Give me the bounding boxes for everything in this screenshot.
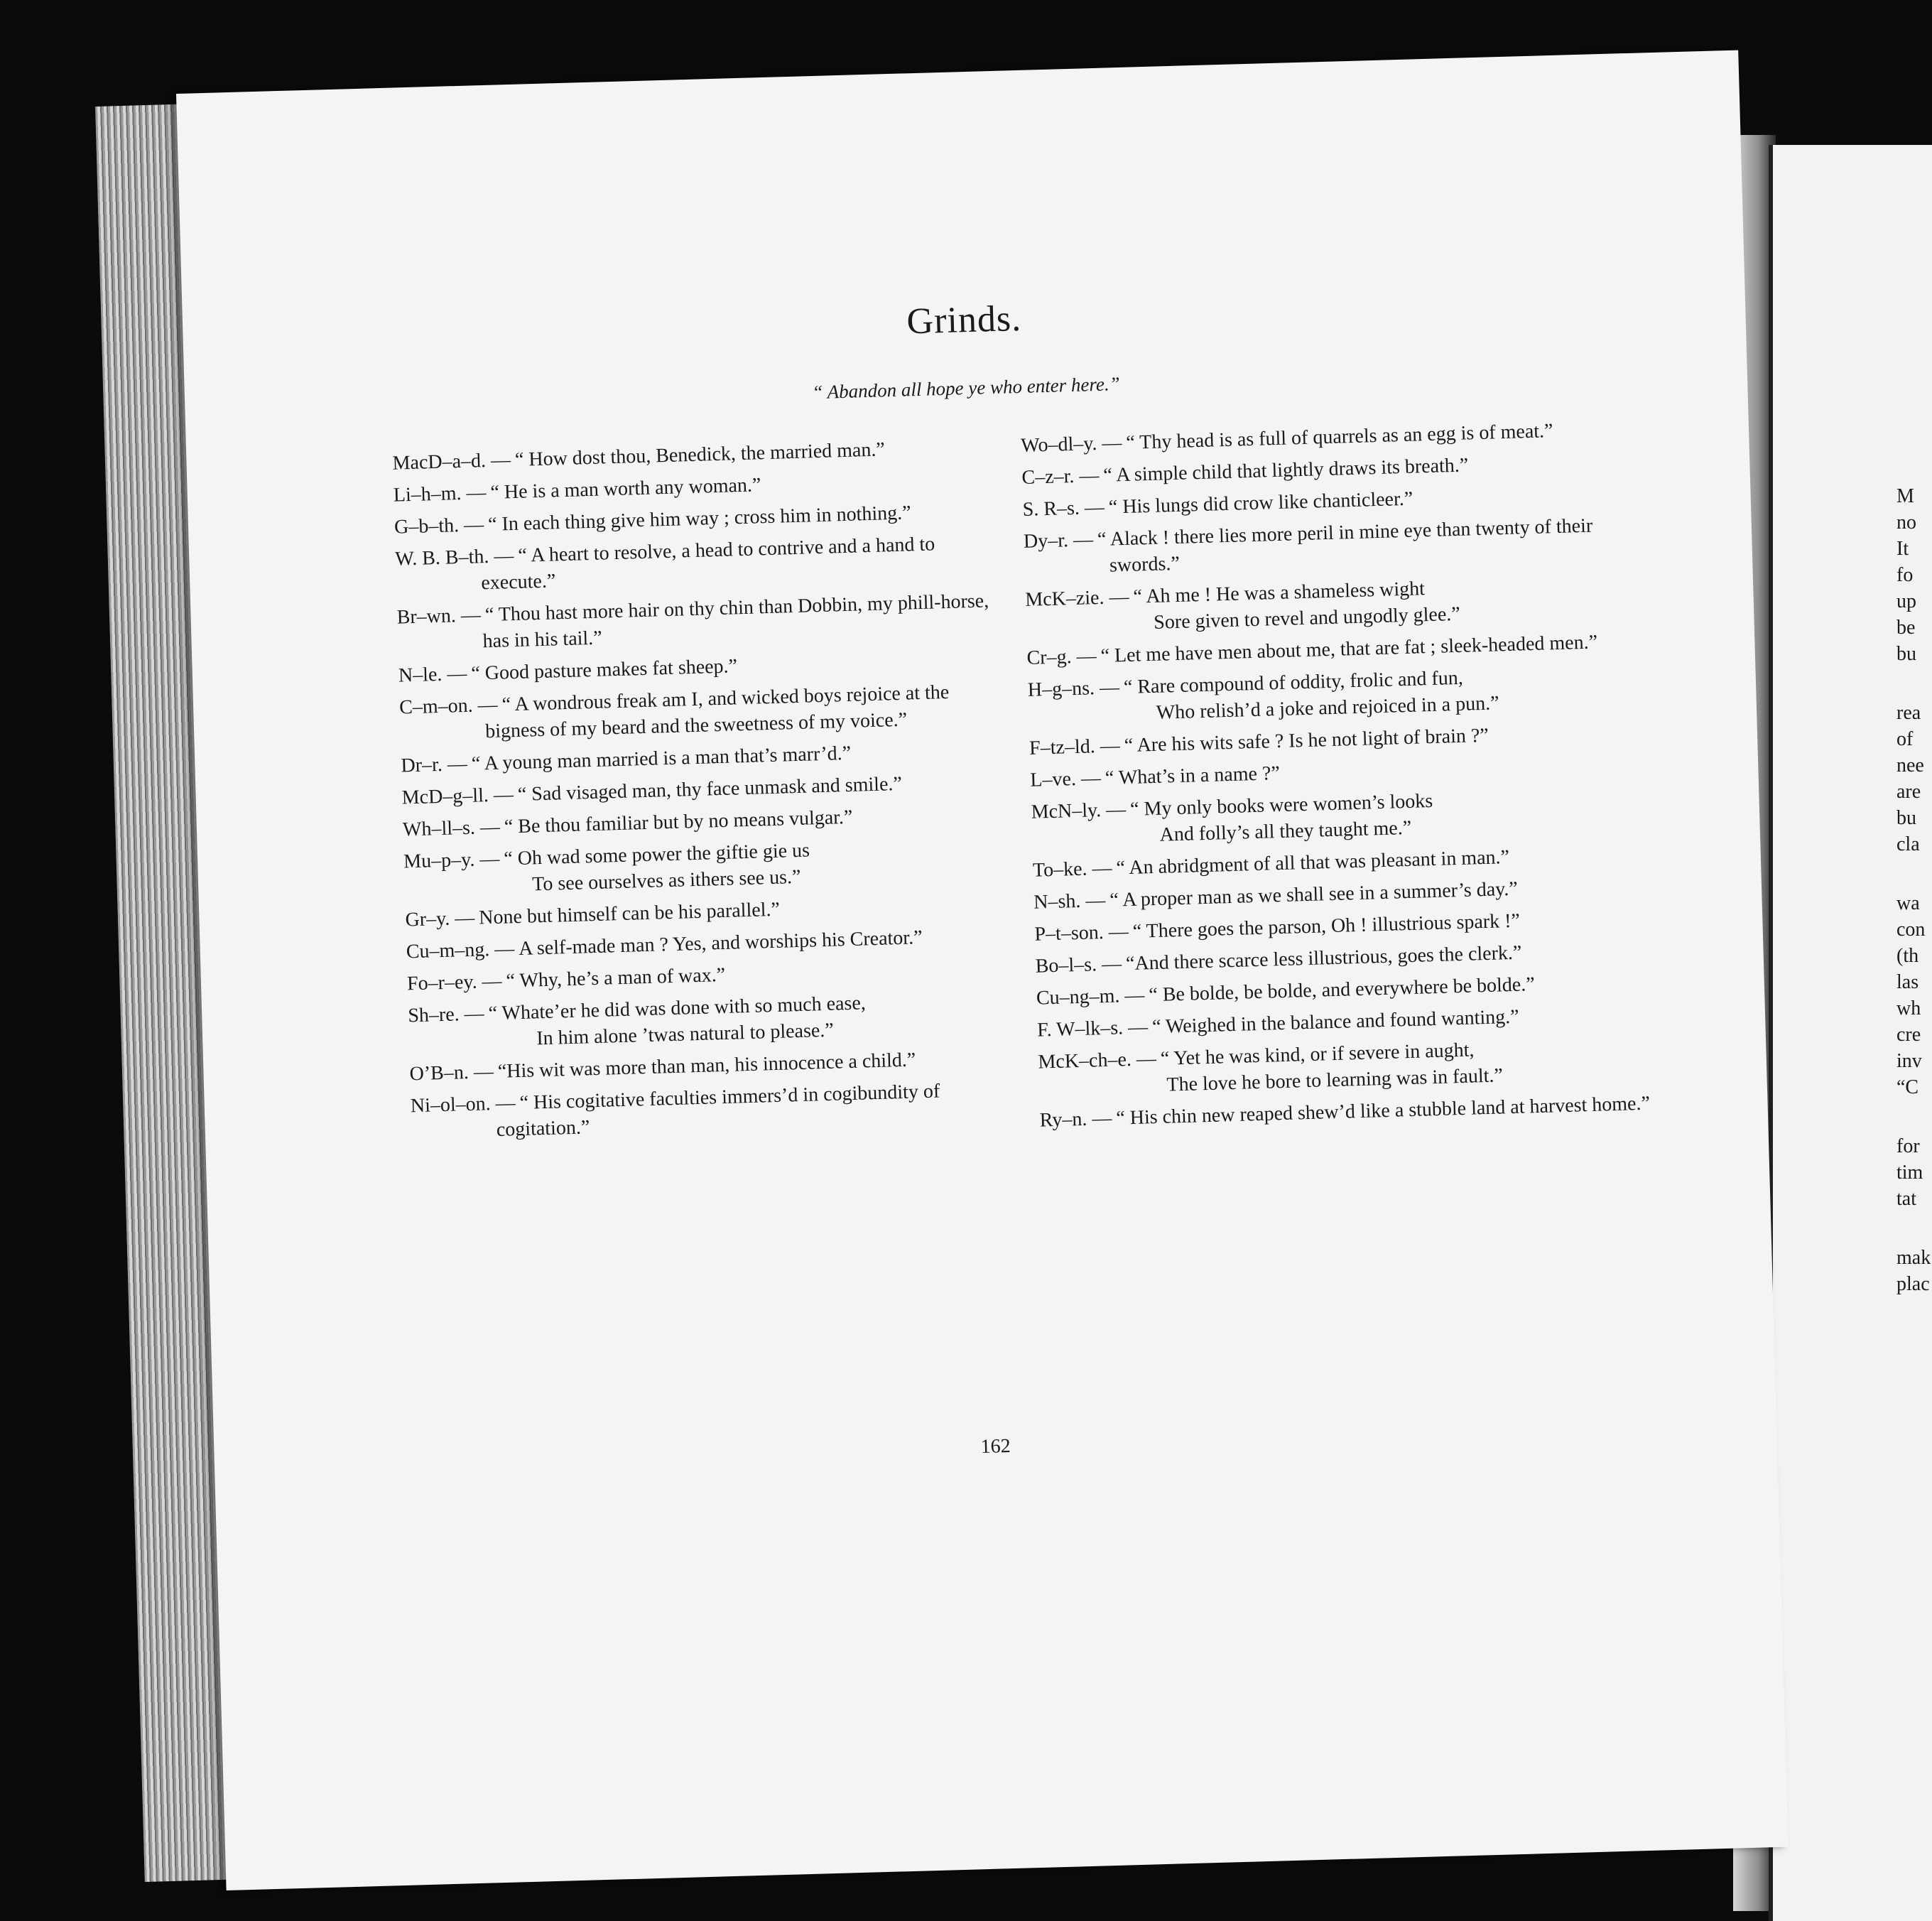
- quote-continuation: Who relish’d a joke and rejoiced in a pun.”: [1156, 692, 1499, 724]
- quote: “ What’s in a name ?”: [1105, 762, 1281, 789]
- grind-entry: [408, 985, 1020, 1055]
- quote: “ How dost thou, Benedick, the married man.”: [514, 438, 886, 471]
- epigraph: “ Abandon all hope ye who enter here.”: [811, 373, 1121, 404]
- speaker: F–tz–ld. —: [1029, 735, 1121, 759]
- quote: “ His cogitative faculties immers’d in cogibundity of cogitation.”: [496, 1080, 940, 1141]
- speaker: Cu–ng–m. —: [1036, 984, 1145, 1010]
- speaker: Cu–m–ng. —: [406, 938, 515, 963]
- quote: “ My only books were women’s looks: [1129, 789, 1433, 821]
- speaker: Ni–ol–on. —: [410, 1092, 516, 1118]
- speaker: McK–ch–e. —: [1038, 1048, 1157, 1073]
- facing-text: cla: [1896, 833, 1920, 855]
- facing-text: It: [1896, 538, 1909, 560]
- facing-text: plac: [1896, 1273, 1930, 1295]
- quote: “ Good pasture makes fat sheep.”: [470, 655, 738, 685]
- quote: “ Sad visaged man, thy face unmask and smile.”: [517, 772, 903, 806]
- speaker: G–b–th. —: [394, 514, 484, 539]
- speaker: Bo–l–s. —: [1035, 953, 1122, 978]
- facing-text: “C: [1896, 1076, 1919, 1098]
- quote: “ Be thou familiar but by no means vulgar.”: [504, 806, 853, 838]
- facing-text: tat: [1896, 1188, 1916, 1210]
- speaker: Cr–g. —: [1026, 645, 1097, 669]
- facing-text: for: [1896, 1135, 1920, 1157]
- speaker: MacD–a–d. —: [392, 449, 511, 475]
- quote: “ Be bolde, be bolde, and everywhere be bolde.”: [1148, 973, 1536, 1007]
- speaker: Fo–r–ey. —: [406, 970, 503, 995]
- speaker: N–sh. —: [1033, 889, 1106, 914]
- facing-text: mak: [1896, 1247, 1931, 1269]
- quote: “ Rare compound of oddity, frolic and fun,: [1123, 666, 1464, 699]
- quote-continuation: And folly’s all they taught me.”: [1159, 816, 1412, 846]
- grind-entry: [1025, 570, 1637, 639]
- quote: “ An abridgment of all that was pleasant in man.”: [1116, 846, 1510, 880]
- quote: “ Whate’er he did was done with so much ease,: [488, 992, 867, 1025]
- facing-text: bu: [1896, 807, 1916, 829]
- speaker: P–t–son. —: [1034, 921, 1129, 946]
- quote-continuation: Sore given to revel and ungodly glee.”: [1153, 602, 1461, 634]
- speaker: S. R–s. —: [1022, 496, 1105, 521]
- quote: “ Why, he’s a man of wax.”: [506, 963, 726, 992]
- quote: “ Yet he was kind, or if severe in aught,: [1160, 1039, 1475, 1070]
- speaker: F. W–lk–s. —: [1036, 1016, 1149, 1041]
- quote: “ Oh wad some power the giftie gie us: [503, 839, 810, 870]
- facing-text: (th: [1896, 945, 1919, 967]
- quote: “ Thy head is as full of quarrels as an egg is of meat.”: [1125, 420, 1553, 454]
- quote: “ His chin new reaped shew’d like a stubble land at harvest home.”: [1115, 1092, 1651, 1130]
- grind-entry: [399, 678, 1011, 747]
- grind-entry: [1024, 512, 1636, 581]
- speaker: L–ve. —: [1030, 767, 1102, 791]
- facing-text: M: [1896, 485, 1914, 507]
- speaker: Br–wn. —: [396, 604, 482, 629]
- quote: “His wit was more than man, his innocence a child.”: [497, 1049, 916, 1083]
- facing-text: tim: [1896, 1162, 1923, 1184]
- quote: “ Alack ! there lies more peril in mine eye than twenty of their swords.”: [1097, 514, 1593, 577]
- speaker: Dy–r. —: [1023, 529, 1094, 553]
- facing-text: up: [1896, 590, 1916, 612]
- facing-text: fo: [1896, 564, 1914, 586]
- speaker: Wo–dl–y. —: [1020, 432, 1122, 457]
- facing-text: wa: [1896, 892, 1920, 914]
- grind-entry: [403, 831, 1016, 901]
- quote: “ Weighed in the balance and found wanting.”: [1151, 1005, 1519, 1039]
- facing-text: cre: [1896, 1024, 1921, 1046]
- quote: “ Are his wits safe ? Is he not light of brain ?”: [1124, 724, 1489, 757]
- speaker: Gr–y. —: [405, 907, 475, 931]
- speaker: Sh–re. —: [407, 1002, 485, 1027]
- speaker: Mu–p–y. —: [403, 848, 500, 873]
- quote: “ Ah me ! He was a shameless wight: [1133, 578, 1426, 608]
- speaker: To–ke. —: [1032, 857, 1112, 882]
- speaker: O’B–n. —: [409, 1061, 494, 1086]
- speaker: McD–g–ll. —: [401, 784, 514, 809]
- speaker: C–z–r. —: [1021, 464, 1100, 489]
- facing-text: be: [1896, 617, 1916, 639]
- right-column: [1021, 416, 1651, 1140]
- speaker: N–le. —: [398, 662, 467, 687]
- page-number: 162: [980, 1434, 1011, 1459]
- quote: “ His lungs did crow like chanticleer.”: [1108, 487, 1413, 519]
- facing-text: bu: [1896, 643, 1916, 665]
- grind-entry: [1038, 1032, 1650, 1102]
- speaker: McN–ly. —: [1031, 799, 1127, 823]
- grind-entry: [410, 1076, 1022, 1145]
- page-title: Grinds.: [906, 298, 1022, 342]
- quote: A self-made man ? Yes, and worships his Creator.”: [518, 926, 923, 960]
- speaker: McK–zie. —: [1024, 585, 1129, 611]
- quote: None but himself can be his parallel.”: [478, 898, 781, 929]
- speaker: Wh–ll–s. —: [402, 816, 501, 841]
- facing-text: no: [1896, 512, 1916, 534]
- facing-text: inv: [1896, 1050, 1922, 1072]
- quote: “ There goes the parson, Oh ! illustrious spark !”: [1132, 909, 1521, 943]
- left-column: [392, 433, 1022, 1152]
- grind-entry: [1027, 660, 1639, 730]
- quote: “ Let me have men about me, that are fat ; sleek-headed men.”: [1100, 631, 1598, 667]
- facing-text: las: [1896, 971, 1919, 993]
- speaker: Ry–n. —: [1039, 1107, 1112, 1132]
- quote: “ Thou hast more hair on thy chin than Dobbin, my phill-horse, has in his tail.”: [482, 590, 989, 653]
- facing-text: wh: [1896, 997, 1921, 1019]
- quote: “ A wondrous freak am I, and wicked boys rejoice at the bigness of my beard and the sweetness of my voice.”: [484, 681, 950, 743]
- speaker: Dr–r. —: [401, 752, 468, 777]
- speaker: Li–h–m. —: [393, 482, 487, 507]
- quote: “ A simple child that lightly draws its breath.”: [1102, 454, 1469, 487]
- quote-continuation: The love he bore to learning was in fault.”: [1166, 1064, 1504, 1096]
- grind-entry: [1031, 782, 1643, 852]
- speaker: W. B. B–th. —: [394, 544, 514, 570]
- speaker: C–m–on. —: [398, 693, 499, 719]
- grind-entry: [396, 588, 1009, 657]
- quote: “ He is a man worth any woman.”: [490, 474, 761, 504]
- facing-text: are: [1896, 781, 1921, 803]
- facing-text: of: [1896, 728, 1914, 750]
- quote: “ A proper man as we shall see in a summer’s day.”: [1109, 877, 1519, 911]
- quote: “ A heart to resolve, a head to contrive and a hand to execute.”: [480, 533, 935, 595]
- left-page: [176, 50, 1789, 1890]
- grind-entry: [395, 529, 1007, 599]
- quote: “ A young man married is a man that’s marr’d.”: [471, 742, 852, 775]
- facing-text: nee: [1896, 754, 1924, 776]
- facing-text: rea: [1896, 702, 1921, 724]
- quote: “ In each thing give him way ; cross him in nothing.”: [487, 502, 911, 536]
- facing-text: con: [1896, 919, 1926, 941]
- quote-continuation: To see ourselves as ithers see us.”: [531, 865, 801, 896]
- quote: “And there scarce less illustrious, goes the clerk.”: [1125, 941, 1522, 975]
- speaker: H–g–ns. —: [1027, 676, 1120, 701]
- quote-continuation: In him alone ’twas natural to please.”: [536, 1019, 835, 1050]
